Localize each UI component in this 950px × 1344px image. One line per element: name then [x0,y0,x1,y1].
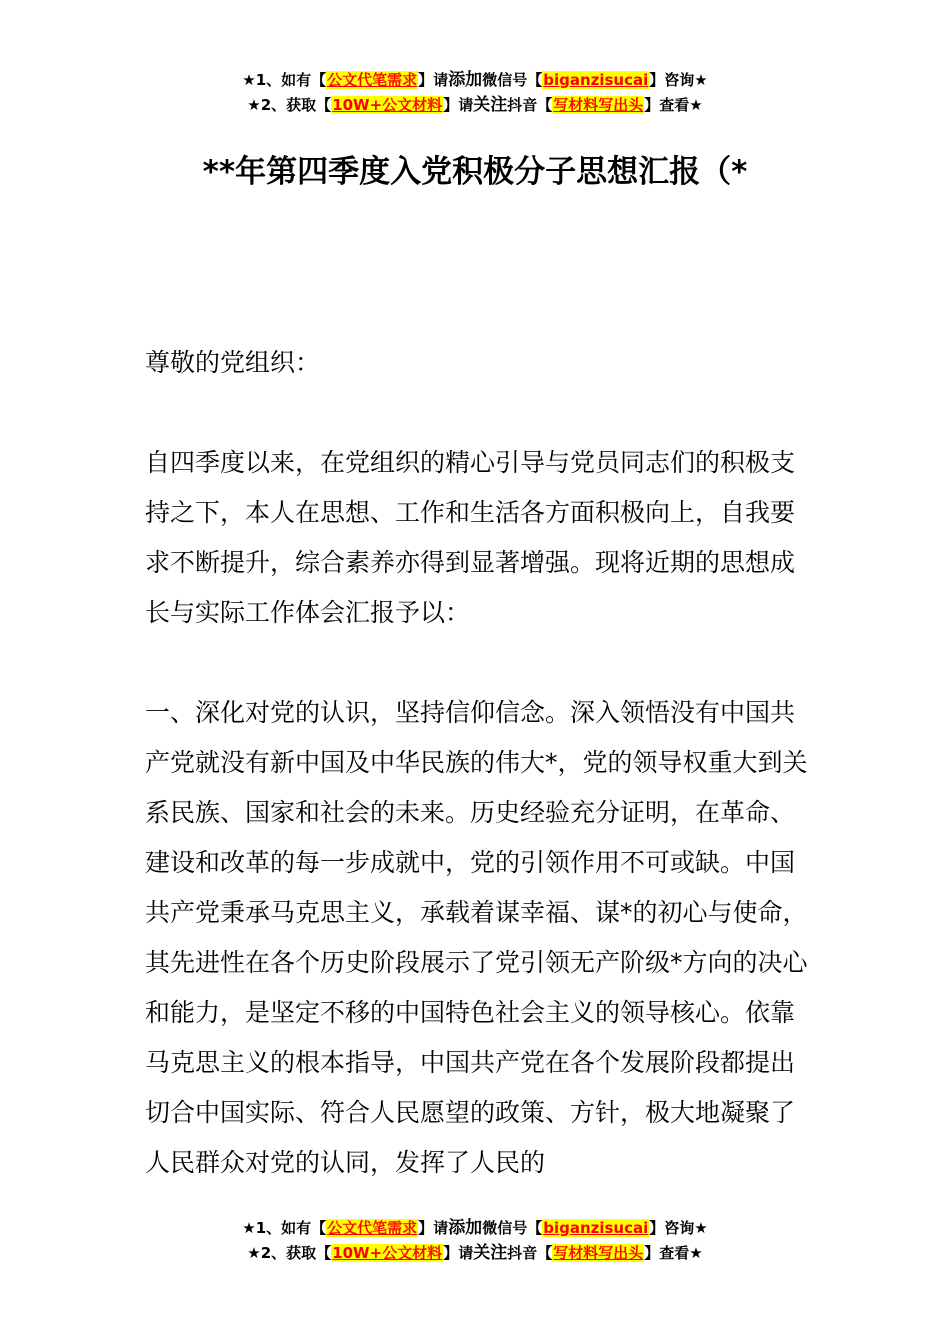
paragraph-intro [145,438,810,638]
banner-line-2: ★2、获取【10W+公文材料】请关注抖音【写材料写出头】查看★ [247,95,703,115]
banner-line-1: ★1、如有【公文代笔需求】请添加微信号【biganzisucai】咨询★ [242,70,708,90]
banner-wechat-id: biganzisucai [543,71,649,89]
footer-banner [0,1216,950,1266]
banner-douyin-id: 写材料写出头 [553,96,644,114]
banner-highlight: 10W+公文材料 [332,1244,443,1262]
banner-wechat-id: biganzisucai [543,1219,649,1237]
salutation: 尊敬的党组织： [145,348,321,377]
banner-line-2: ★2、获取【10W+公文材料】请关注抖音【写材料写出头】查看★ [247,1243,703,1263]
header-banner [0,68,950,118]
paragraph-text: 一、深化对党的认识，坚持信仰信念。深入领悟没有中国共产党就没有新中国及中华民族的伟大*，党的领导权重大到关系民族、国家和社会的未来。历史经验充分证明，在革命、建设和改革的每一步成就中，党的引领作用不可或缺。中国共产党秉承马克思主义，承载着谋幸福、谋*的初心与使命，其先进性在各个历史阶段展示了党引领无产阶级*方向的决心和能力，是坚定不移的中国特色社会主义的领导核心。依靠马克思主义的根本指导，中国共产党在各个发展阶段都提出切合中国实际、符合人民愿望的政策、方针，极大地凝聚了人民群众对党的认同，发挥了人民的 [145,698,808,1177]
banner-douyin-id: 写材料写出头 [553,1244,644,1262]
banner-line-1: ★1、如有【公文代笔需求】请添加微信号【biganzisucai】咨询★ [242,1218,708,1238]
paragraph-text: 自四季度以来，在党组织的精心引导与党员同志们的积极支持之下，本人在思想、工作和生活各方面积极向上，自我要求不断提升，综合素养亦得到显著增强。现将近期的思想成长与实际工作体会汇报予以： [145,448,796,627]
document-title: **年第四季度入党积极分子思想汇报（* [202,154,748,190]
paragraph-section-one [145,688,810,1188]
banner-highlight: 10W+公文材料 [332,96,443,114]
banner-highlight: 公文代笔需求 [327,71,418,89]
banner-highlight: 公文代笔需求 [327,1219,418,1237]
